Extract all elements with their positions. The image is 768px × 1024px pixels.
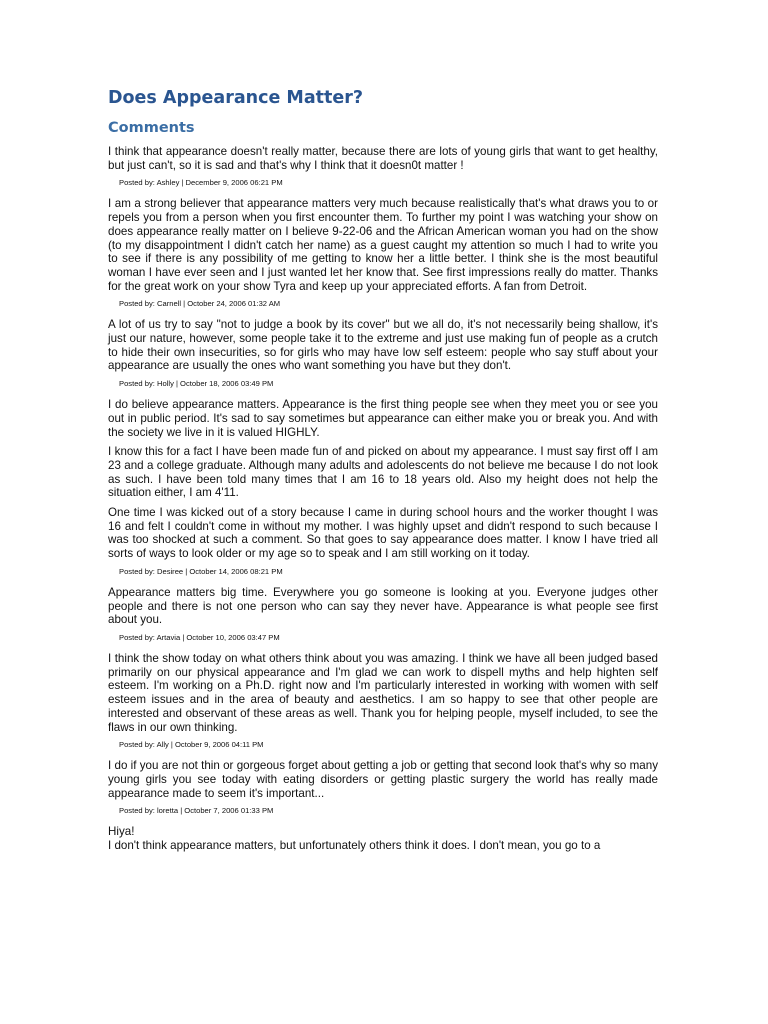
comment-paragraph: Appearance matters big time. Everywhere you go someone is looking at you. Everyone judges other people and there is not one person who can say they never have. Appearance is what people see first about you. — [108, 585, 658, 627]
comment-posted-by: Posted by: Holly | October 18, 2006 03:49 PM — [119, 379, 274, 389]
comment-paragraph: Hiya! — [108, 825, 135, 839]
comment-paragraph: One time I was kicked out of a story because I came in during school hours and the worker thought I was 16 and felt I couldn't come in without my mother. I was highly upset and didn't respond to such because I was too shocked at such a comment. So that goes to say appearance does matter. I know I have tried all sorts of ways to look older or my age so to speak and I am still working on it today. — [108, 506, 658, 561]
comment-posted-by: Posted by: Artavia | October 10, 2006 03:47 PM — [119, 632, 280, 642]
comment — [108, 586, 658, 643]
comment-paragraph: I am a strong believer that appearance matters very much because realistically that's what draws you to or repels you from a person when you first encounter them. To further my point I was watching your show on does appearance really matter on I believe 9-22-06 and the African American woman you had on the show (to my disappointment I didn't catch her name) as a guest caught my attention so much I had to write you to see if there is any possibility of me getting to know her a little better. I think she is the most beautiful woman I have ever seen and I just wanted let her know that. See first impressions really do matter. Thanks for the great work on your show Tyra and keep up your appreciated efforts. A fan from Detroit. — [108, 197, 658, 293]
comment — [108, 825, 658, 852]
comment-paragraph: I do believe appearance matters. Appearance is the first thing people see when they meet you or see you out in public period. It's sad to say sometimes but appearance can either make you or break you. And with the society we live in it is valued HIGHLY. — [108, 398, 658, 439]
comment-paragraph: I think the show today on what others think about you was amazing. I think we have all been judged based primarily on our physical appearance and I'm glad we can work to dispell myths and help highten self esteem. I'm working on a Ph.D. right now and I'm particularly interested in working with women with self esteem issues and in the area of beauty and aesthetics. I am so happy to see that other people are interested and observant of these areas as well. Thank you for helping people, myself included, to see the flaws in our own thinking. — [108, 651, 658, 734]
comments-list — [108, 145, 658, 853]
comments-heading: Comments — [108, 120, 195, 136]
comment-paragraph: I think that appearance doesn't really matter, because there are lots of young girls that want to get healthy, but just can't, so it is sad and that's why I think that it doesn0t matter ! — [108, 145, 658, 172]
page-title: Does Appearance Matter? — [108, 88, 364, 108]
comment — [108, 145, 658, 188]
comment-posted-by: Posted by: Desiree | October 14, 2006 08:21 PM — [119, 566, 283, 576]
comment-paragraph: I don't think appearance matters, but unfortunately others think it does. I don't mean, you go to a — [108, 839, 601, 853]
comment-paragraph: I know this for a fact I have been made fun of and picked on about my appearance. I must say first off I am 23 and a college graduate. Although many adults and adolescents do not believe me because I do not look as such. I have been told many times that I am 16 to 18 years old. Also my height does not help the situation either, I am 4'11. — [108, 445, 658, 500]
comment — [108, 759, 658, 816]
comment — [108, 652, 658, 750]
comment-posted-by: Posted by: loretta | October 7, 2006 01:33 PM — [119, 806, 274, 816]
comment-posted-by: Posted by: Ashley | December 9, 2006 06:21 PM — [119, 178, 283, 188]
comment-posted-by: Posted by: Ally | October 9, 2006 04:11 PM — [119, 740, 264, 750]
comment-posted-by: Posted by: Carnell | October 24, 2006 01:32 AM — [119, 299, 281, 309]
article-content — [108, 86, 658, 859]
comment — [108, 318, 658, 389]
comment — [108, 398, 658, 577]
comment-paragraph: I do if you are not thin or gorgeous forget about getting a job or getting that second look that's why so many young girls you see today with eating disorders or getting plastic surgery the world has really made appearance made to seem it's important... — [108, 759, 658, 800]
comment-paragraph: A lot of us try to say "not to judge a book by its cover" but we all do, it's not necessarily being shallow, it's just our nature, however, some people take it to the extreme and just use making fun of people as a crutch to hide their own insecurities, so for girls who may have low self esteem: people who say stuff about your appearance are usually the ones who want something you have but they don't. — [108, 318, 658, 373]
comment — [108, 197, 658, 309]
